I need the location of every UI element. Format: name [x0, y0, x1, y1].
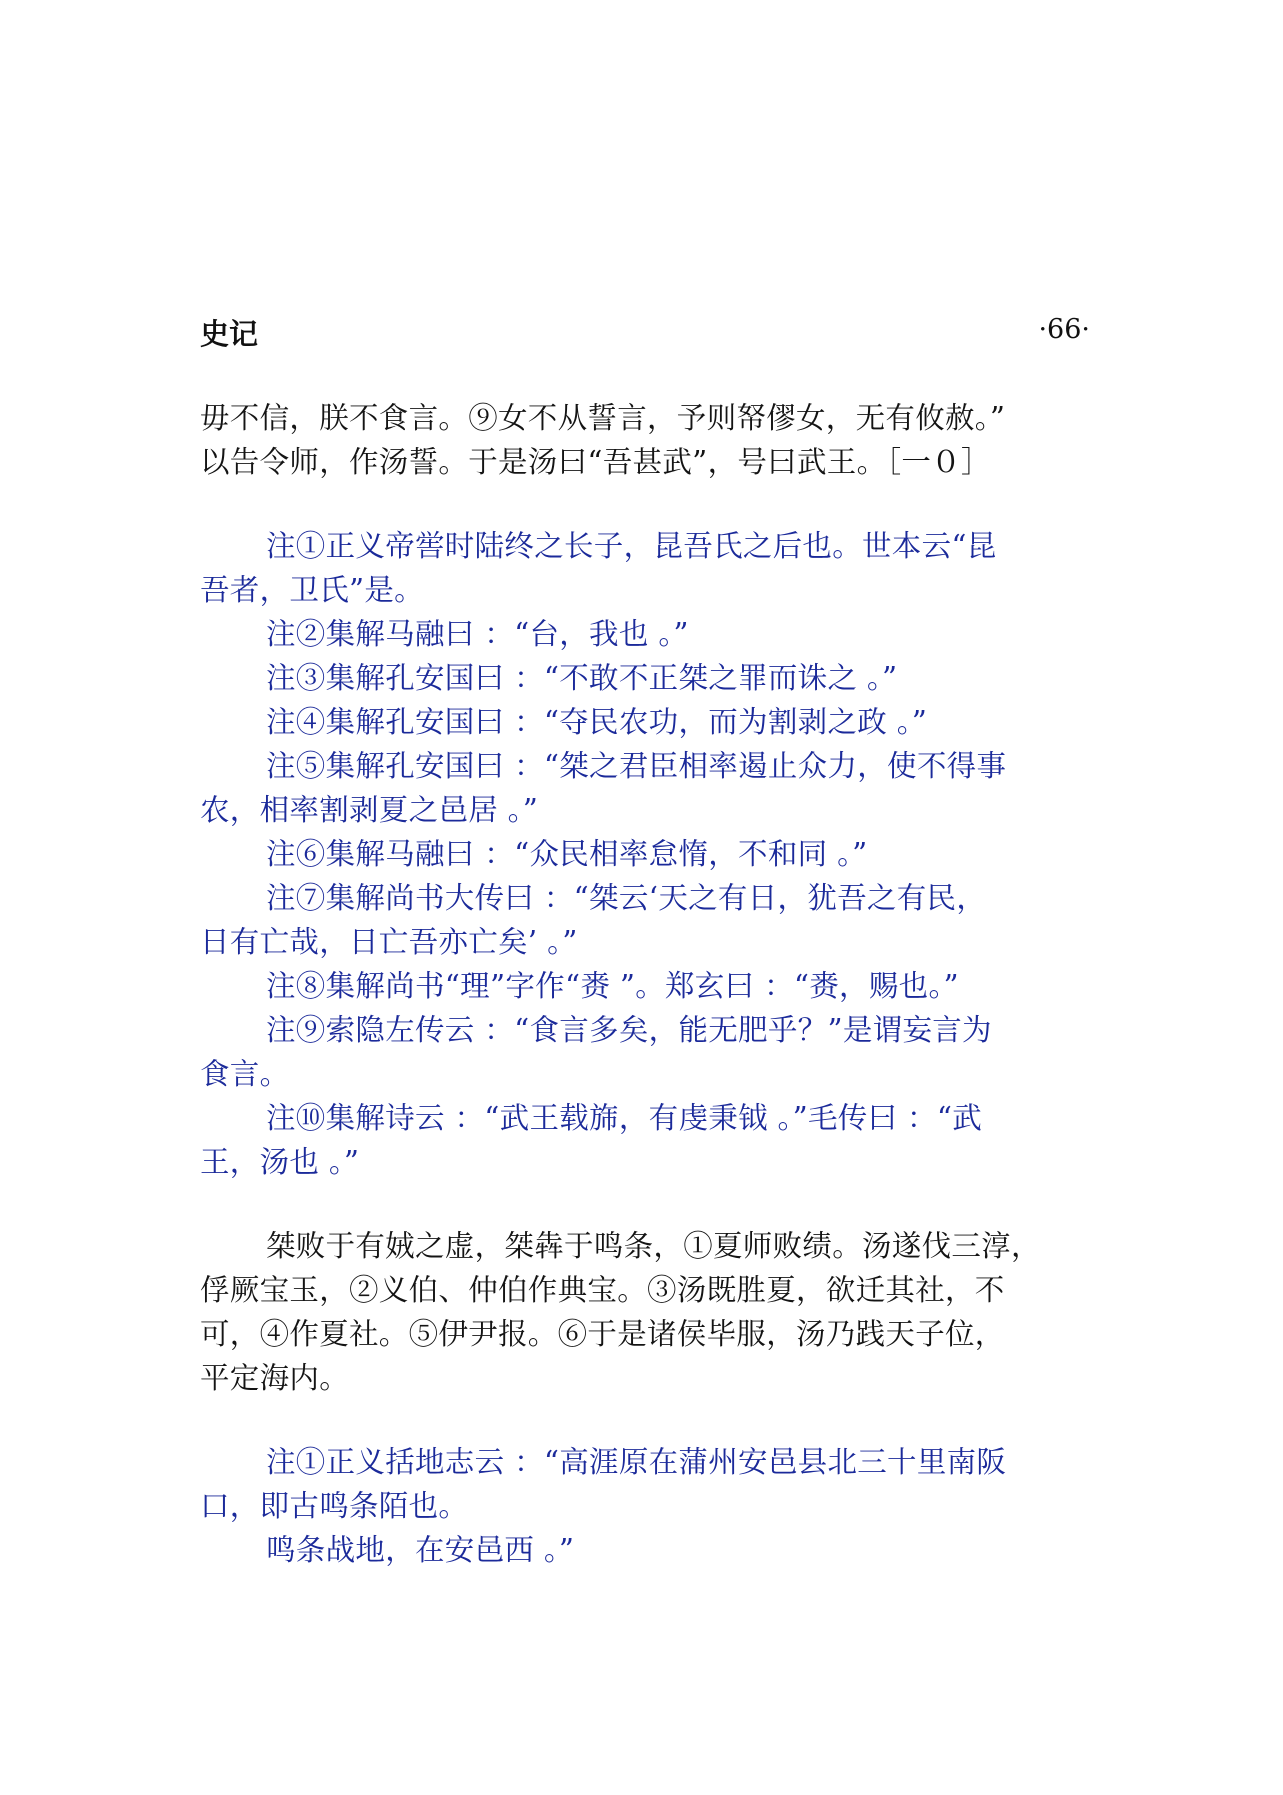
note-line: 吾者，卫氏”是。	[200, 573, 424, 607]
book-title: 史记	[200, 317, 259, 351]
note-line: 口，即古鸣条陌也。	[200, 1489, 469, 1523]
text-line: 可，④作夏社。⑤伊尹报。⑥于是诸侯毕服，汤乃践天子位，	[200, 1317, 1005, 1351]
spacer	[200, 1184, 1100, 1224]
notes-block-2	[200, 1440, 1100, 1572]
text-line: 平定海内。	[200, 1361, 350, 1395]
page-header	[200, 312, 1090, 352]
main-text-section-1	[200, 396, 1100, 484]
page-content	[200, 396, 1100, 1572]
note-line: 注①正义帝喾时陆终之长子，昆吾氏之后也。世本云“昆	[266, 529, 997, 563]
note-line: 食言。	[200, 1057, 290, 1091]
text-line: 毋不信，朕不食言。⑨女不从誓言，予则帑僇女，无有攸赦。”	[200, 401, 1006, 435]
note-line: 注⑧集解尚书“理”字作“赉 ”。郑玄曰 ：“赉，赐也。”	[266, 969, 959, 1003]
note-line: 注⑨索隐左传云 ：“食言多矣，能无肥乎？”是谓妄言为	[266, 1013, 992, 1047]
spacer	[200, 1400, 1100, 1440]
text-line: 桀败于有娀之虚，桀犇于鸣条，①夏师败绩。汤遂伐三淳，	[266, 1229, 1041, 1263]
note-line: 注⑥集解马融曰 ：“众民相率怠惰，不和同 。”	[266, 837, 868, 871]
note-line: 农，相率割剥夏之邑居 。”	[200, 793, 539, 827]
spacer	[200, 484, 1100, 524]
note-line: 注⑤集解孔安国曰 ：“桀之君臣相率遏止众力，使不得事	[266, 749, 1007, 783]
note-line: 注②集解马融曰 ：“台，我也 。”	[266, 617, 689, 651]
note-line: 注①正义括地志云 ：“高涯原在蒲州安邑县北三十里南阪	[266, 1445, 1007, 1479]
text-line: 以告令师，作汤誓。于是汤曰“吾甚武”，号曰武王。［一０］	[200, 445, 991, 479]
note-line: 注⑦集解尚书大传曰 ：“桀云‘天之有日，犹吾之有民，	[266, 881, 987, 915]
notes-block-1	[200, 524, 1100, 1184]
note-line: 鸣条战地，在安邑西 。”	[266, 1533, 575, 1567]
note-line: 注④集解孔安国曰 ：“夺民农功，而为割剥之政 。”	[266, 705, 928, 739]
note-line: 注⑩集解诗云 ：“武王载旆，有虔秉钺 。”毛传曰 ：“武	[266, 1101, 983, 1135]
note-line: 注③集解孔安国曰 ：“不敢不正桀之罪而诛之 。”	[266, 661, 898, 695]
text-line: 俘厥宝玉，②义伯、仲伯作典宝。③汤既胜夏，欲迁其社，不	[200, 1273, 1005, 1307]
note-line: 王，汤也 。”	[200, 1145, 360, 1179]
page-number: ·66·	[1038, 314, 1090, 345]
main-text-section-2	[200, 1224, 1100, 1400]
note-line: 日有亡哉，日亡吾亦亡矣’ 。”	[200, 925, 578, 959]
